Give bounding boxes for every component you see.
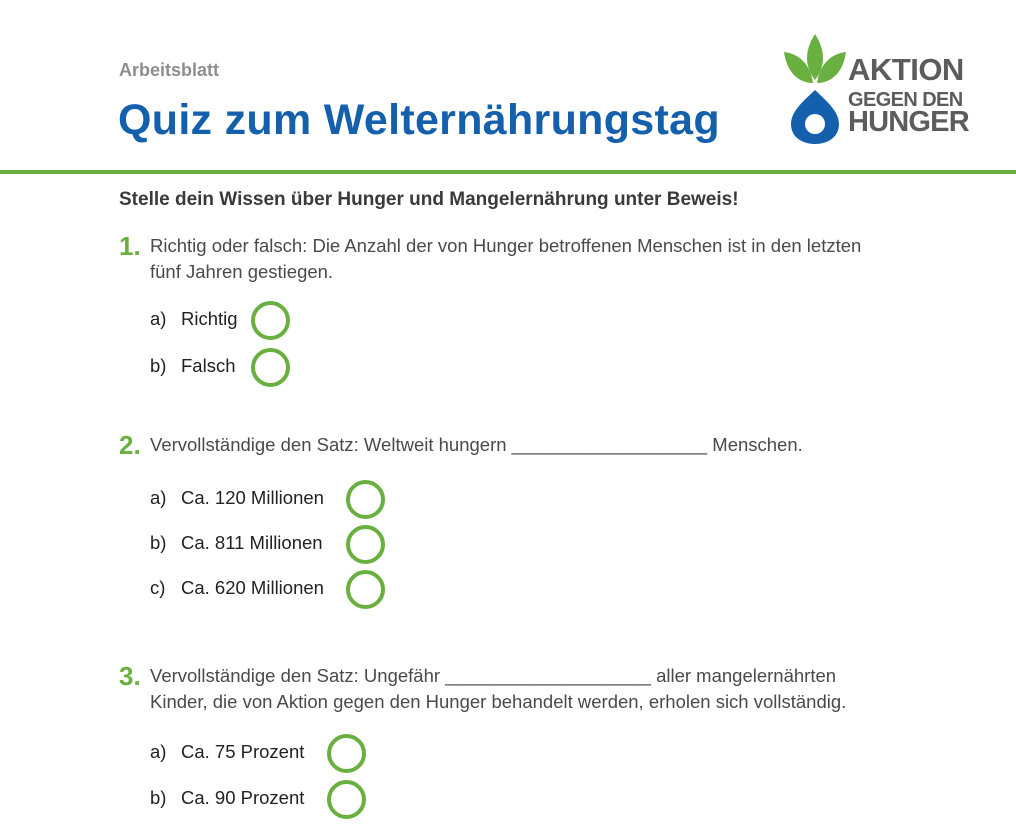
answer-checkbox[interactable] bbox=[251, 348, 290, 387]
intro-text: Stelle dein Wissen über Hunger und Mangelernährung unter Beweis! bbox=[119, 189, 739, 210]
option-letter: b) bbox=[150, 355, 167, 376]
option-label: Ca. 90 Prozent bbox=[181, 787, 305, 808]
answer-checkbox[interactable] bbox=[327, 734, 366, 773]
question-1-text: Richtig oder falsch: Die Anzahl der von Hunger betroffenen Menschen ist in den letzten fünf Jahren gestiegen. bbox=[150, 235, 862, 282]
option-label: Ca. 620 Millionen bbox=[181, 577, 324, 598]
worksheet-label: Arbeitsblatt bbox=[119, 60, 220, 80]
option-letter: a) bbox=[150, 741, 167, 762]
page-title: Quiz zum Welternährungstag bbox=[118, 96, 720, 144]
organization-logo bbox=[782, 32, 982, 147]
answer-checkbox[interactable] bbox=[327, 780, 366, 819]
option-letter: a) bbox=[150, 308, 167, 329]
answer-checkbox[interactable] bbox=[251, 301, 290, 340]
answer-checkbox[interactable] bbox=[346, 570, 385, 609]
leaf-drop-icon bbox=[782, 32, 848, 147]
logo-text-line3: HUNGER bbox=[848, 106, 969, 138]
question-1-number: 1. bbox=[119, 231, 141, 261]
question-3-text: Vervollständige den Satz: Ungefähr ____________________ aller mangelernährten Kinder, die von Aktion gegen den Hunger behandelt werden, erholen sich vollständig. bbox=[150, 665, 847, 712]
logo-text-line1: AKTION bbox=[848, 52, 964, 87]
option-letter: b) bbox=[150, 787, 167, 808]
option-letter: b) bbox=[150, 532, 167, 553]
option-letter: a) bbox=[150, 487, 167, 508]
logo-text-line2: GEGEN DEN bbox=[848, 89, 963, 111]
option-label: Ca. 120 Millionen bbox=[181, 487, 324, 508]
answer-checkbox[interactable] bbox=[346, 525, 385, 564]
option-label: Richtig bbox=[181, 308, 238, 329]
header-divider bbox=[0, 170, 1016, 174]
answer-checkbox[interactable] bbox=[346, 480, 385, 519]
question-2-text: Vervollständige den Satz: Weltweit hungern ___________________ Menschen. bbox=[150, 434, 803, 455]
option-label: Falsch bbox=[181, 355, 236, 376]
question-2-number: 2. bbox=[119, 430, 141, 460]
option-label: Ca. 811 Millionen bbox=[181, 532, 323, 553]
option-letter: c) bbox=[150, 577, 166, 598]
question-3-number: 3. bbox=[119, 661, 141, 691]
option-label: Ca. 75 Prozent bbox=[181, 741, 305, 762]
